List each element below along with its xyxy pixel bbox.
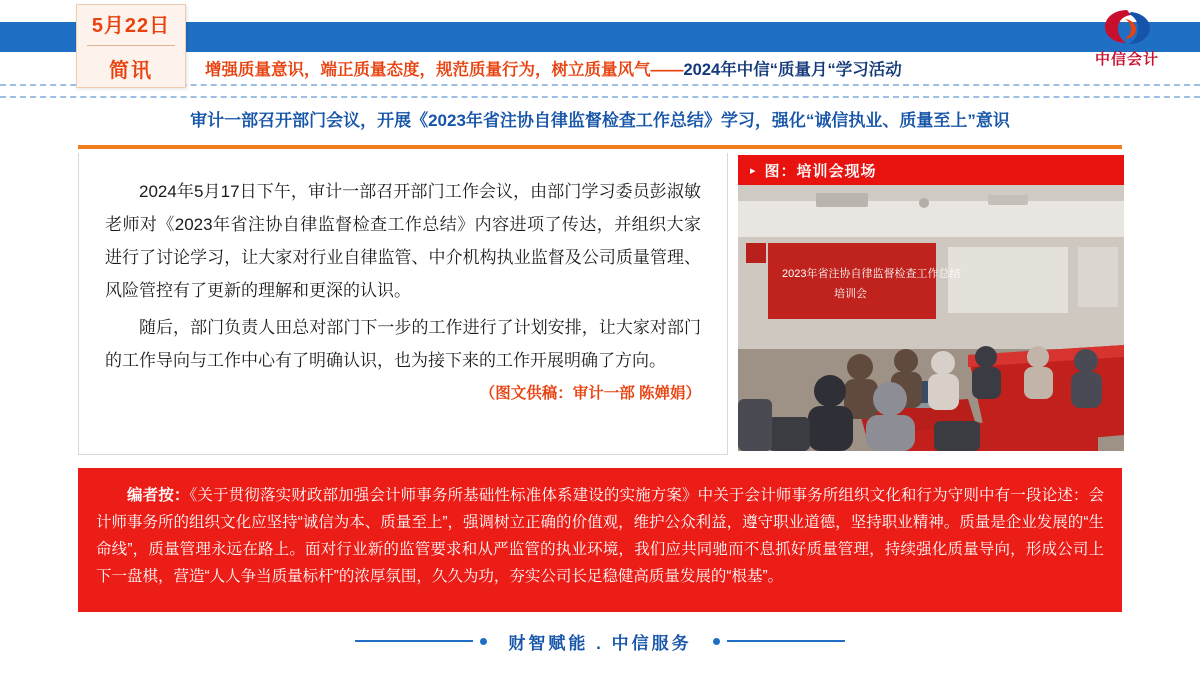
article-credit: （图文供稿：审计一部 陈婵娟） — [479, 385, 701, 402]
header-headline — [205, 56, 1085, 80]
footer-slogan: 财智赋能 . 中信服务 — [508, 633, 692, 653]
photo-caption-text: 图：培训会现场 — [764, 162, 877, 180]
training-photo-illustration — [738, 185, 1124, 451]
footer — [0, 628, 1200, 654]
editor-note-text — [96, 482, 1104, 590]
article-paragraph-2: 随后，部门负责人田总对部门下一步的工作进行了计划安排，让大家对部门的工作导向与工作中心有了明确认识，也为接下来的工作开展明确了方向。 — [105, 318, 701, 370]
svg-text:2023年省注协自律监督检查工作总结: 2023年省注协自律监督检查工作总结 — [782, 268, 961, 280]
triangle-right-icon: ▸ — [750, 164, 757, 177]
footer-dot-left — [480, 638, 487, 645]
orange-divider — [78, 145, 1122, 149]
article-body — [78, 153, 728, 455]
photo-panel — [738, 155, 1124, 451]
page-subtitle: 审计一部召开部门会议，开展《2023年省注协自律监督检查工作总结》学习，强化“诚信执业、质量至上”意识 — [190, 111, 1010, 130]
brand-logo — [1068, 8, 1186, 70]
footer-dot-right — [713, 638, 720, 645]
ribbon-logo-icon — [1101, 8, 1153, 46]
header-headline-dark: 2024年中信“质量月“学习活动 — [683, 61, 902, 79]
date-badge-date: 5月22日 — [87, 9, 175, 46]
article-paragraph-1: 2024年5月17日下午，审计一部召开部门工作会议，由部门学习委员彭淑敏老师对《2023年省注协自律监督检查工作总结》内容进项了传达，并组织大家进行了讨论学习，让大家对行业自律监管、中介机构执业监督及公司质量管理、风险管控有了更新的理解和更深的认识。 — [105, 182, 701, 300]
editor-note — [78, 468, 1122, 612]
header-dashed-rule-2 — [0, 96, 1200, 99]
photo-caption-bar — [738, 155, 1124, 185]
date-badge-kind: 简讯 — [109, 60, 153, 82]
training-photo — [738, 185, 1124, 451]
header-headline-red: 增强质量意识，端正质量态度，规范质量行为，树立质量风气—— — [205, 61, 684, 79]
svg-text:培训会: 培训会 — [834, 288, 867, 300]
editor-note-lead: 编者按： — [127, 487, 190, 504]
brand-logo-text: 中信会计 — [1094, 51, 1159, 68]
date-badge — [76, 4, 186, 88]
footer-line-left — [355, 640, 473, 642]
footer-line-right — [727, 640, 845, 642]
editor-note-body: 《关于贯彻落实财政部加强会计师事务所基础性标准体系建设的实施方案》中关于会计师事务所组织文化和行为守则中有一段论述：会计师事务所的组织文化应坚持“诚信为本、质量至上”，强调树立正确的价值观，维护公众利益，遵守职业道德，坚持职业精神。质量是企业发展的“生命线”，质量管理永远在路上。面对行业新的监管要求和从严监管的执业环境，我们应共同驰而不息抓好质量管理，持续强化质量导向，形成公司上下一盘棋，营造“人人争当质量标杆”的浓厚氛围，久久为功，夯实公司长足稳健高质量发展的“根基”。 — [96, 487, 1104, 585]
